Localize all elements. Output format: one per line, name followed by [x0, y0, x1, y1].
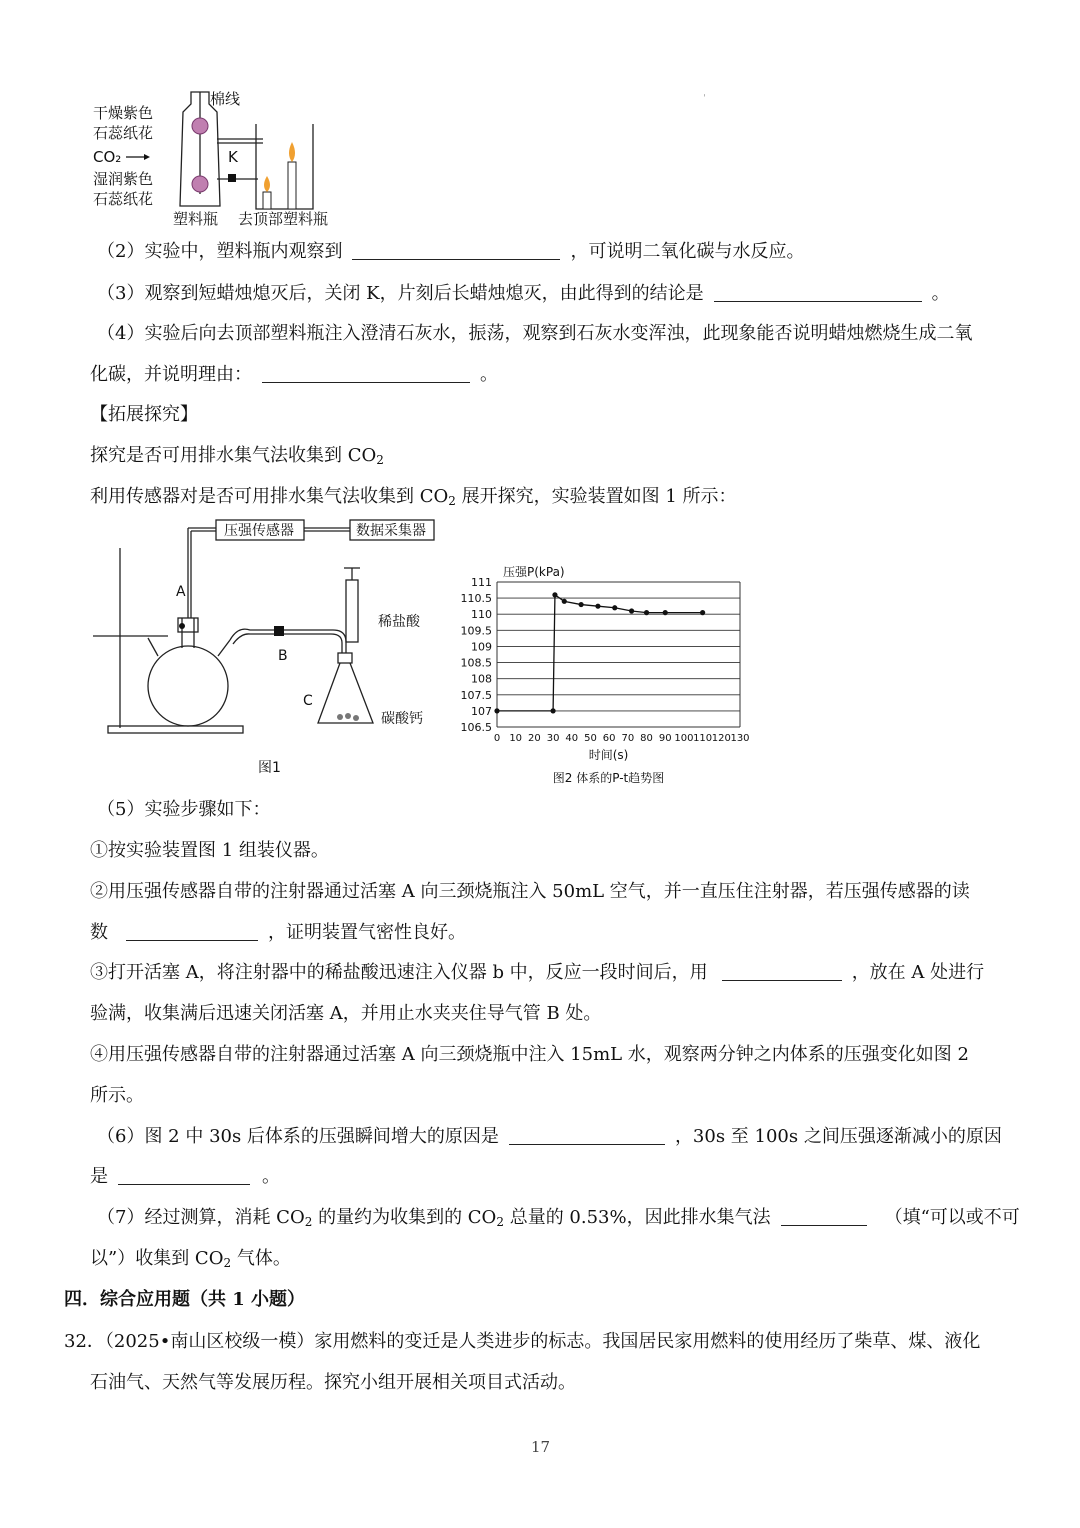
- y-tick-label: 106.5: [460, 721, 492, 734]
- q7-text-b: 的量约为收集到的 CO: [312, 1207, 497, 1228]
- apparatus-figure-1: [88, 518, 448, 780]
- y-tick-label: 109: [471, 640, 492, 654]
- x-tick-label: 60: [602, 733, 616, 744]
- data-point: [552, 592, 557, 597]
- s5-3-blank[interactable]: [722, 962, 842, 981]
- wet-flower: [192, 176, 208, 192]
- q6-blank-2[interactable]: [118, 1166, 250, 1185]
- label-c: C: [303, 693, 313, 709]
- x-axis-label: 时间(s): [588, 748, 629, 762]
- x-tick-label: 80: [640, 733, 653, 744]
- s5-3-text-b: ，放在 A 处进行: [851, 962, 985, 983]
- short-candle-flame: [264, 176, 270, 192]
- ext2-text-b: 展开探究，实验装置如图 1 所示：: [455, 486, 737, 507]
- question-4-line1: [97, 322, 972, 346]
- q7-sub-2: 2: [496, 1215, 504, 1229]
- dry-flower-label-2: 石蕊纸花: [93, 124, 154, 142]
- wet-flower-label-2: 石蕊纸花: [93, 190, 154, 208]
- pressure-sensor-label: 压强传感器: [224, 523, 294, 539]
- cotton-label: 棉线: [210, 90, 241, 108]
- q6-text-d: 。: [262, 1166, 280, 1187]
- q2-text-b: ，可说明二氧化碳与水反应。: [570, 241, 805, 262]
- ext1-text: 探究是否可用排水集气法收集到 CO: [90, 445, 377, 466]
- y-tick-label: 109.5: [460, 624, 492, 638]
- x-tick-label: 110: [693, 733, 713, 744]
- page-number: 17: [531, 1438, 551, 1456]
- x-tick-label: 90: [658, 733, 672, 744]
- y-tick-label: 107: [471, 704, 492, 718]
- q3-text-a: （3）观察到短蜡烛熄灭后，关闭 K，片刻后长蜡烛熄灭，由此得到的结论是: [97, 283, 704, 304]
- data-point: [550, 708, 555, 713]
- q6-text-c: 是: [90, 1166, 108, 1187]
- long-candle-flame: [289, 142, 295, 162]
- x-tick-label: 70: [621, 733, 635, 744]
- step5-title: （5）实验步骤如下：: [97, 799, 271, 820]
- ext1-sub: 2: [376, 453, 384, 467]
- valve-k-label: K: [228, 148, 238, 166]
- data-point: [663, 610, 668, 615]
- q3-text-b: 。: [931, 283, 950, 304]
- y-tick-label: 108.5: [460, 656, 492, 670]
- y-tick-label: 111: [471, 576, 492, 589]
- question-3: [97, 282, 950, 306]
- data-collector-label: 数据采集器: [356, 523, 426, 539]
- step5-2-line1: ②用压强传感器自带的注射器通过活塞 A 向三颈烧瓶注入 50mL 空气，并一直压住注射器，若压强传感器的读: [90, 881, 970, 902]
- step5-3-line2: 验满，收集满后迅速关闭活塞 A，并用止水夹夹住导气管 B 处。: [90, 1003, 602, 1024]
- y-tick-label: 110.5: [460, 592, 492, 606]
- short-candle: [263, 192, 271, 209]
- q4-blank[interactable]: [262, 364, 470, 383]
- q7-sub-3: 2: [223, 1256, 232, 1270]
- question-2: [97, 240, 804, 264]
- s5-2-text-b: 数: [90, 922, 108, 943]
- y-tick-label: 108: [471, 672, 492, 686]
- question-32-line2: 石油气、天然气等发展历程。探究小组开展相关项目式活动。: [90, 1372, 576, 1393]
- q4-text-c: 。: [480, 364, 498, 385]
- topless-bottle-label: 去顶部塑料瓶: [238, 210, 329, 228]
- x-tick-label: 50: [584, 733, 597, 744]
- data-point: [644, 610, 649, 615]
- data-point: [629, 608, 634, 613]
- q6-blank-1[interactable]: [509, 1126, 665, 1145]
- data-point: [494, 708, 499, 713]
- extension-line-2: [90, 485, 737, 513]
- chart-title: 图2 体系的P-t趋势图: [552, 771, 665, 785]
- q6-text-b: ，30s 至 100s 之间压强逐渐减小的原因: [674, 1126, 1002, 1147]
- hcl-label: 稀盐酸: [378, 614, 420, 630]
- q7-text-e: 以”）收集到 CO: [90, 1248, 224, 1269]
- x-tick-label: 20: [528, 733, 541, 744]
- question-32-line1: 32．（2025•南山区校级一模）家用燃料的变迁是人类进步的标志。我国居民家用燃料的使用经历了柴草、煤、液化: [64, 1331, 981, 1352]
- plastic-bottle: [180, 92, 263, 206]
- s5-2-text-c: ，证明装置气密性良好。: [268, 922, 466, 943]
- q4-text-a: （4）实验后向去顶部塑料瓶注入澄清石灰水，振荡，观察到石灰水变浑浊，此现象能否说明蜡烛燃烧生成二氧: [97, 323, 973, 344]
- section4-title: 四．综合应用题（共 1 小题）: [64, 1289, 306, 1310]
- step5-2-line2: [90, 921, 466, 945]
- q7-blank[interactable]: [781, 1207, 867, 1226]
- q2-text-a: （2）实验中，塑料瓶内观察到: [97, 241, 343, 262]
- bottle-label: 塑料瓶: [173, 210, 219, 228]
- q7-text-c: 总量的 0.53%，因此排水集气法: [503, 1207, 771, 1228]
- q6-text-a: （6）图 2 中 30s 后体系的压强瞬间增大的原因是: [97, 1126, 499, 1147]
- label-a: A: [176, 584, 186, 600]
- q7-sub-1: 2: [304, 1215, 313, 1229]
- x-tick-label: 0: [493, 733, 501, 744]
- question-6-line2: [90, 1165, 280, 1189]
- y-tick-label: 107.5: [460, 688, 492, 702]
- wet-flower-label-1: 湿润紫色: [93, 170, 154, 188]
- q7-text-a: （7）经过测算，消耗 CO: [97, 1207, 305, 1228]
- data-point: [612, 605, 617, 610]
- long-candle: [288, 162, 296, 209]
- valve-k: [228, 174, 236, 182]
- extension-title: 【拓展探究】: [90, 404, 198, 425]
- question-6-line1: [97, 1125, 1002, 1149]
- dry-flower-label-1: 干燥紫色: [93, 104, 154, 122]
- q4-text-b: 化碳，并说明理由：: [90, 364, 252, 385]
- pressure-time-chart: [455, 562, 755, 792]
- ext2-sub: 2: [448, 494, 456, 508]
- x-tick-label: 100: [674, 733, 694, 744]
- series-line: [497, 595, 703, 711]
- y-axis-label: 压强P(kPa): [503, 565, 565, 579]
- figure1-caption: 图1: [258, 760, 281, 776]
- q2-blank[interactable]: [352, 241, 560, 260]
- question-7-line2: [90, 1247, 291, 1275]
- x-tick-label: 30: [546, 733, 560, 744]
- q3-blank[interactable]: [714, 283, 922, 302]
- data-point: [595, 604, 600, 609]
- x-tick-label: 10: [509, 733, 523, 744]
- caco3-label: 碳酸钙: [381, 711, 423, 727]
- s5-2-blank[interactable]: [126, 922, 258, 941]
- label-b: B: [278, 648, 288, 664]
- co2-label: CO₂: [93, 148, 122, 166]
- q7-text-d: （填“可以或不可: [884, 1207, 1020, 1228]
- x-tick-label: 130: [730, 733, 750, 744]
- data-point: [700, 610, 705, 615]
- y-tick-label: 110: [471, 608, 492, 622]
- question-4-line2: [90, 363, 498, 387]
- question-7-line1: [97, 1206, 1020, 1234]
- ext2-text-a: 利用传感器对是否可用排水集气法收集到 CO: [90, 486, 449, 507]
- x-tick-label: 120: [711, 733, 731, 744]
- dry-flower: [192, 118, 208, 134]
- extension-line-1: [90, 444, 384, 472]
- x-tick-label: 40: [565, 733, 579, 744]
- step5-4-line1: ④用压强传感器自带的注射器通过活塞 A 向三颈烧瓶中注入 15mL 水，观察两分钟之内体系的压强变化如图 2: [90, 1044, 969, 1065]
- step5-3-line1: [90, 961, 984, 985]
- q7-text-f: 气体。: [231, 1248, 291, 1269]
- step5-4-line2: 所示。: [90, 1085, 144, 1106]
- step5-1: ①按实验装置图 1 组装仪器。: [90, 840, 329, 861]
- bottle-candle-figure: [88, 84, 348, 234]
- s5-3-text-a: ③打开活塞 A，将注射器中的稀盐酸迅速注入仪器 b 中，反应一段时间后，用: [90, 962, 708, 983]
- data-point: [562, 599, 567, 604]
- data-point: [579, 602, 584, 607]
